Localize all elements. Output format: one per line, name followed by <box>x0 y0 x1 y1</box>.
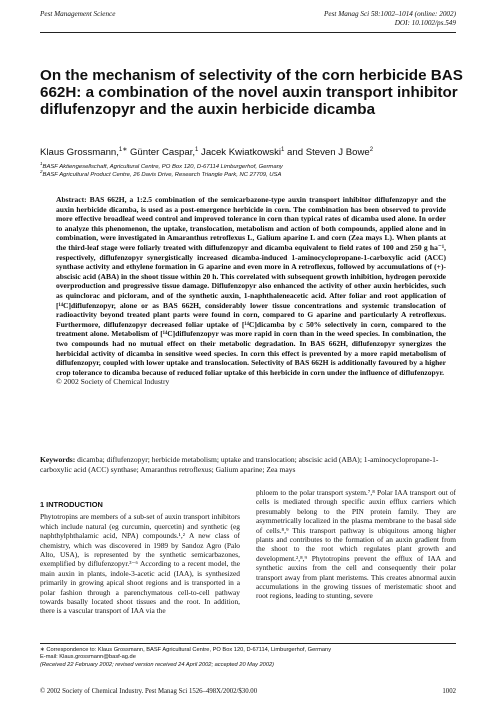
author-1: Klaus Grossmann, <box>40 147 119 159</box>
copyright-line: © 2002 Society of Chemical Industry. Pest Manag Sci 1526–498X/2002/$30.00 <box>40 688 258 695</box>
author-list <box>40 146 460 158</box>
abstract-copyright: © 2002 Society of Chemical Industry <box>56 377 170 387</box>
footnote-rule <box>40 643 456 644</box>
abstract-text: BAS 662H, a 1:2.5 combination of the semicarbazone-type auxin transport inhibitor diflufenzopyr and the auxin herbicide dicamba, is used as a post-emergence herbicide in corn. The combination has been observed to provide more effective broadleaf weed control and improved tolerance in corn than typical rates of dicamba used alone. In order to analyze this phenomenon, the uptake, translocation, metabolism and action of both compounds, applied alone and in combination, were investigated in Amaranthus retroflexus L, Galium aparine L and corn (Zea mays L). When plants at the third-leaf stage were foliarly treated with diflufenzopyr and dicamba equivalent to field rates of 100 and 250 g ha⁻¹, respectively, diflufenzopyr synergistically increased dicamba-induced 1-aminocyclopropane-1-carboxylic acid (ACC) synthase activity and ethylene formation in G aparine and even more in A retroflexus, followed by accumulations of (+)-abscisic acid (ABA) in the shoot tissue within 20 h. This correlated with subsequent growth inhibition, hydrogen peroxide overproduction and progressive tissue damage. Diflufenzopyr also enhanced the activity of other auxin herbicides, such as quinclorac and picloram, and of the synthetic auxin, 1-naphthaleneacetic acid. After foliar and root application of [¹⁴C]diflufenzopyr, alone or as BAS 662H, considerably lower tissue concentrations and systemic translocation of radioactivity beyond treated plant parts were found in corn, compared to G aparine and particularly A retroflexus. Furthermore, diflufenzopyr decreased foliar uptake of [¹⁴C]dicamba by c 50% selectively in corn, compared to the treatment alone. Metabolism of [¹⁴C]diflufenzopyr was more rapid in corn than in the weed species. In combination, the two compounds had no mutual effect on their metabolic degradation. In BAS 662H, diflufenzopyr synergizes the herbicidal activity of dicamba in sensitive weed species. In corn this effect is prevented by a more rapid metabolism of diflufenzopyr, coupled with lower uptake and translocation. Selectivity of BAS 662H is additionally favoured by a higher crop tolerance to dicamba because of reduced foliar uptake of this herbicide in corn under the influence of diflufenzopyr. <box>56 195 447 377</box>
intro-column-right <box>256 488 456 601</box>
footnote-dates: (Received 22 February 2002; revised version received 24 April 2002; accepted 20 May 2002) <box>40 661 275 668</box>
author-2-sup: 1 <box>195 147 199 153</box>
abstract-label: Abstract: <box>56 195 87 204</box>
footnote-correspondence: ∗ Correspondence to: Klaus Grossmann, BASF Agricultural Centre, PO Box 120, D-67114, Limburgerhof, Germany <box>40 647 332 653</box>
citation-header <box>324 10 456 28</box>
author-4: and Steven J Bowe <box>287 147 370 159</box>
author-2: Günter Caspar, <box>129 147 196 159</box>
abstract <box>56 195 446 387</box>
keywords-label: Keywords: <box>40 455 76 464</box>
author-4-sup: 2 <box>369 147 374 153</box>
author-3-sup: 1 <box>281 147 285 153</box>
intro-paragraph-right: phloem to the polar transport system.⁷,⁸ Polar IAA transport out of cells is mediated through specific auxin efflux carriers which presumably belong to the PIN protein family. They are asymmetrically localized in the plasma membrane to the basal side of cells.⁸,⁹ This transport pathway is ubiquitous among higher plants and contributes to the formation of an auxin gradient from the shoot to the root which regulates plant growth and development.²,⁸,⁹ Phytotropins prevent the efflux of IAA and synthetic auxins from the cell and consequently their polar transport away from plant meristems. This creates abnormal auxin accumulations in the growing tissues of meristematic shoot and root regions, leading to stunting, severe <box>256 488 456 601</box>
citation-line: Pest Manag Sci 58:1002–1014 (online: 2002) <box>324 10 456 18</box>
intro-paragraph-left: Phytotropins are members of a sub-set of auxin transport inhibitors which include natural (eg curcumin, quercetin) and synthetic (eg naphthylphthalamic acid, NPA) compounds.¹,² A new class of chemistry, which was discovered in 1989 by Sandoz Agro (Palo Alto, USA), is represented by the synthetic semicarbazones, exemplified by diflufenzopyr.³⁻⁶ According to a recent model, the main auxin in plants, indole-3-acetic acid (IAA), is synthesized primarily in growing apical shoot regions and is transported in a polar fashion through a parenchymatous cell-to-cell pathway towards basally located shoot tissues and the root. In addition, there is a vascular transport of IAA via the <box>40 512 240 616</box>
header-rule <box>40 32 456 33</box>
doi-line: DOI: 10.1002/ps.549 <box>394 19 456 27</box>
affiliation-1-text: BASF Aktiengesellschaft, Agricultural Centre, PO Box 120, D-67114 Limburgerhof, Germany <box>42 163 283 170</box>
affiliation-2-text: BASF Agricultural Product Centre, 26 Davis Drive, Research Triangle Park, NC 27709, USA <box>42 171 282 178</box>
author-3: Jacek Kwiatkowski <box>201 147 282 159</box>
keywords-text: dicamba; diflufenzopyr; herbicide metabolism; uptake and translocation; abscisic acid (ABA); 1-aminocyclopropane-1-carboxylic acid (ACC) synthase; Amaranthus retroflexus; Galium aparine; Zea mays <box>40 455 439 474</box>
section-heading: 1 INTRODUCTION <box>40 500 103 509</box>
affiliation-1-sup: 1 <box>40 161 43 166</box>
page-number: 1002 <box>442 688 456 695</box>
affiliation-2 <box>40 168 460 180</box>
keywords <box>40 455 456 474</box>
article-title: On the mechanism of selectivity of the corn herbicide BAS 662H: a combination of the novel auxin transport inhibitor diflufenzopyr and the auxin herbicide dicamba <box>40 67 463 119</box>
footnote-email: E-mail: Klaus.grossmann@basf-ag.de <box>40 654 136 661</box>
journal-name: Pest Management Science <box>40 10 116 18</box>
intro-column-left <box>40 500 240 616</box>
affiliation-2-sup: 2 <box>40 169 43 174</box>
author-1-sup: 1∗ <box>118 147 128 153</box>
footnote <box>40 647 456 669</box>
